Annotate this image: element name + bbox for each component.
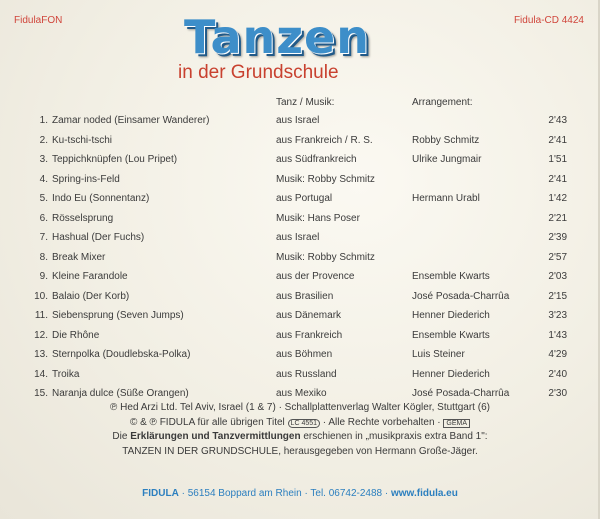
publisher-name: FIDULA <box>142 488 179 499</box>
track-duration: 2'41 <box>548 134 567 146</box>
copyright-text: © & ℗ FIDULA für alle übrigen Titel <box>129 417 285 428</box>
line3-bold: Erklärungen und Tanzvermittlungen <box>130 431 301 442</box>
track-arrangement: Ensemble Kwarts <box>412 271 490 282</box>
label-code-logo: LC 4551 <box>288 419 320 428</box>
track-arrangement: José Posada-Charrûa <box>412 290 510 302</box>
track-number: 11. <box>34 310 48 321</box>
publisher-contact <box>0 488 600 499</box>
track-number: 10. <box>34 290 48 302</box>
track-row <box>0 170 600 190</box>
track-arrangement: José Posada-Charrûa <box>412 388 510 399</box>
track-title: Ku-tschi-tschi <box>52 134 113 146</box>
track-arrangement: Robby Schmitz <box>412 134 480 146</box>
track-title: Hashual (Der Fuchs) <box>52 232 145 243</box>
track-duration: 2'21 <box>548 212 567 224</box>
track-duration: 2'03 <box>548 271 567 282</box>
track-origin: aus Frankreich / R. S. <box>276 134 373 146</box>
track-row <box>0 209 600 229</box>
track-title: Naranja dulce (Süße Orangen) <box>52 388 189 399</box>
track-origin: aus Portugal <box>276 193 333 204</box>
track-duration: 2'43 <box>548 115 567 126</box>
track-row <box>0 287 600 307</box>
publisher-website: www.fidula.eu <box>391 488 458 499</box>
track-duration: 2'15 <box>548 290 567 302</box>
track-number: 9. <box>39 271 48 282</box>
catalog-number: Fidula-CD 4424 <box>513 15 584 26</box>
track-title: Zamar noded (Einsamer Wanderer) <box>52 115 210 126</box>
track-duration: 2'40 <box>548 368 567 380</box>
track-number: 12. <box>34 329 48 341</box>
album-title: Tanzen <box>184 10 370 64</box>
track-row <box>0 267 600 287</box>
track-row <box>0 345 600 365</box>
track-arrangement: Luis Steiner <box>412 349 465 360</box>
track-title: Indo Eu (Sonnentanz) <box>52 193 150 204</box>
track-title: Kleine Farandole <box>52 271 128 282</box>
track-row <box>0 228 600 248</box>
track-title: Balaio (Der Korb) <box>52 290 130 302</box>
rights-text: · Alle Rechte vorbehalten · <box>322 417 441 428</box>
track-title: Break Mixer <box>52 251 106 263</box>
track-number: 2. <box>39 134 48 146</box>
credits-line-3 <box>0 431 600 442</box>
track-duration: 1'42 <box>548 193 567 204</box>
track-title: Rösselsprung <box>52 212 114 224</box>
track-title: Siebensprung (Seven Jumps) <box>52 310 184 321</box>
track-duration: 1'43 <box>548 329 567 341</box>
album-subtitle: in der Grundschule <box>178 62 339 83</box>
credits-line-2 <box>0 417 600 428</box>
track-row <box>0 189 600 209</box>
credits-line-1: ℗ Hed Arzi Ltd. Tel Aviv, Israel (1 & 7) · Schallplattenverlag Walter Kögler, Stuttgart (6) <box>110 402 490 413</box>
publisher-label: FidulaFON <box>14 15 63 26</box>
track-row <box>0 111 600 131</box>
track-origin: aus Israel <box>276 232 320 243</box>
track-origin: aus Brasilien <box>276 290 334 302</box>
track-number: 5. <box>39 193 48 204</box>
track-duration: 4'29 <box>548 349 567 360</box>
track-row <box>0 248 600 268</box>
track-row <box>0 365 600 385</box>
track-number: 13. <box>34 349 48 360</box>
line3-end: erschienen in „musikpraxis extra Band 1": <box>303 431 488 442</box>
track-number: 3. <box>39 154 48 165</box>
track-title: Teppichknüpfen (Lou Pripet) <box>52 154 178 165</box>
track-number: 14. <box>34 368 48 380</box>
track-number: 6. <box>39 212 48 224</box>
track-arrangement: Ensemble Kwarts <box>412 329 490 341</box>
track-origin: aus Russland <box>276 368 337 380</box>
line3-start: Die <box>112 431 128 442</box>
track-duration: 2'41 <box>548 173 567 185</box>
track-arrangement: Henner Diederich <box>412 368 490 380</box>
track-row <box>0 150 600 170</box>
track-origin: aus Dänemark <box>276 310 342 321</box>
arrangement-column-header: Arrangement: <box>412 97 473 108</box>
track-duration: 2'30 <box>548 388 567 399</box>
track-title: Die Rhône <box>52 329 100 341</box>
track-duration: 3'23 <box>548 310 567 321</box>
track-title: Spring-ins-Feld <box>52 173 120 185</box>
track-origin: aus Israel <box>276 115 320 126</box>
track-duration: 1'51 <box>548 154 567 165</box>
track-arrangement: Henner Diederich <box>412 310 490 321</box>
track-list <box>0 111 600 404</box>
track-number: 1. <box>39 115 48 126</box>
track-origin: Musik: Robby Schmitz <box>276 251 375 263</box>
track-arrangement: Hermann Urabl <box>412 193 480 204</box>
track-row <box>0 306 600 326</box>
track-origin: aus Frankreich <box>276 329 343 341</box>
track-origin: Musik: Hans Poser <box>276 212 360 224</box>
credits-line-4: TANZEN IN DER GRUNDSCHULE, herausgegeben von Hermann Große-Jäger. <box>122 446 478 457</box>
track-number: 8. <box>39 251 48 263</box>
publisher-address: · 56154 Boppard am Rhein · Tel. 06742-2488 · <box>181 488 389 499</box>
track-origin: aus Mexiko <box>276 388 327 399</box>
track-origin: Musik: Robby Schmitz <box>276 173 375 185</box>
track-number: 7. <box>39 232 48 243</box>
origin-column-header: Tanz / Musik: <box>276 97 335 108</box>
track-duration: 2'39 <box>548 232 567 243</box>
track-duration: 2'57 <box>548 251 567 263</box>
track-origin: aus Südfrankreich <box>276 154 357 165</box>
track-row <box>0 326 600 346</box>
track-arrangement: Ulrike Jungmair <box>412 154 482 165</box>
track-number: 15. <box>34 388 48 399</box>
track-origin: aus der Provence <box>276 271 355 282</box>
track-title: Sternpolka (Doudlebska-Polka) <box>52 349 191 360</box>
gema-logo: GEMA <box>443 419 470 428</box>
track-number: 4. <box>39 173 48 185</box>
track-row <box>0 131 600 151</box>
track-origin: aus Böhmen <box>276 349 333 360</box>
track-title: Troika <box>52 368 80 380</box>
track-row <box>0 384 600 404</box>
